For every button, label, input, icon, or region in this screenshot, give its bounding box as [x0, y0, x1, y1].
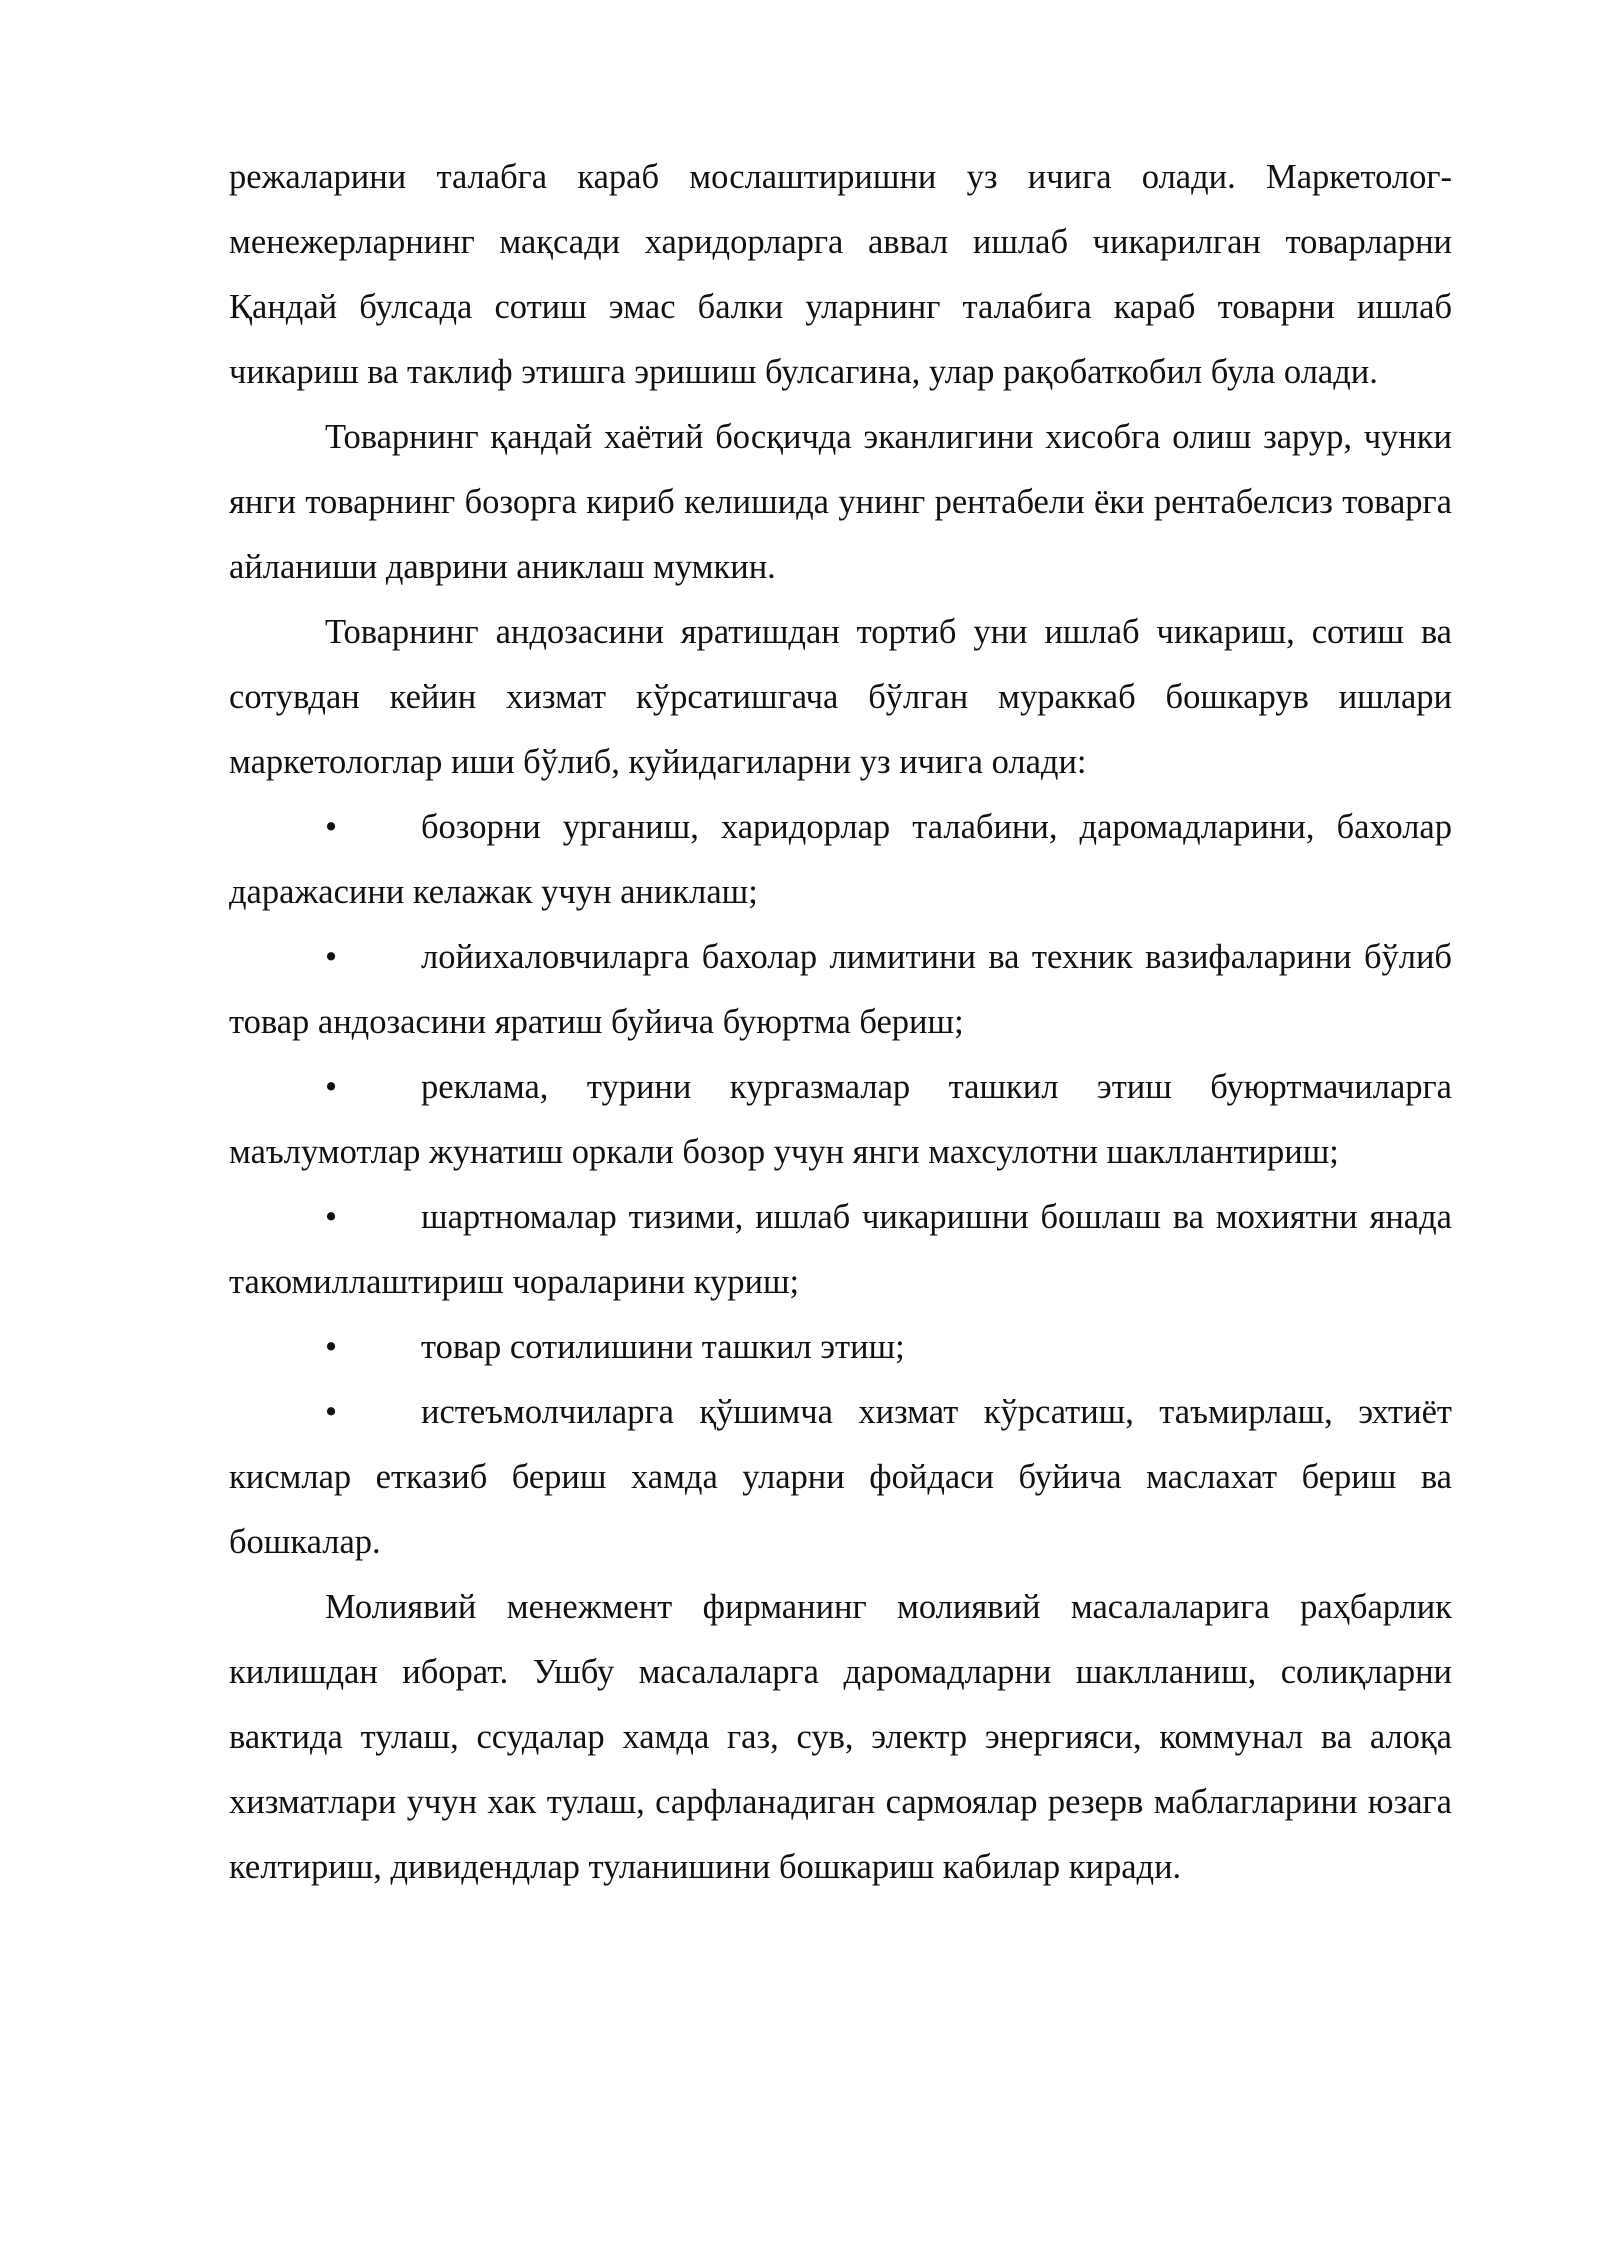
bullet-mark: •	[325, 1198, 338, 1236]
list-item	[229, 1315, 1452, 1380]
paragraph-financial-management: Молиявий менежмент фирманинг молиявий масалаларига раҳбарлик килишдан иборат. Ушбу масалаларга даромадларни шаклланиш, солиқларни вактида тулаш, ссудалар хамда газ, сув, электр энергияси, коммунал ва алоқа хизматлари учун хак тулаш, сарфланадиган сармоялар резерв маблагларини юзага келтириш, дивидендлар туланишини бошкариш кабилар киради.	[229, 1588, 1452, 1886]
list-item-text: истеъмолчиларга қўшимча хизмат кўрсатиш, таъмирлаш, эхтиёт кисмлар етказиб бериш хамда уларни фойдаси буйича маслахат бериш ва бошкалар.	[229, 1393, 1452, 1561]
list-item-text: товар сотилишини ташкил этиш;	[421, 1328, 905, 1366]
document-body	[229, 145, 1452, 1900]
list-item-text: бозорни урганиш, харидорлар талабини, даромадларини, бахолар даражасини келажак учун аниклаш;	[229, 808, 1452, 911]
paragraph-intro-continuation: режаларини талабга караб мослаштиришни уз ичига олади. Маркетолог-менежерларнинг мақсади харидорларга аввал ишлаб чикарилган товарларни Қандай булсада сотиш эмас балки уларнинг талабига караб товарни ишлаб чикариш ва таклиф этишга эришиш булсагина, улар рақобаткобил була олади.	[229, 158, 1452, 391]
list-item	[229, 1185, 1452, 1315]
bullet-mark: •	[325, 1328, 338, 1366]
list-item	[229, 795, 1452, 925]
list-item-text: реклама, турини кургазмалар ташкил этиш буюртмачиларга маълумотлар жунатиш оркали бозор учун янги махсулотни шакллантириш;	[229, 1068, 1452, 1171]
list-item	[229, 925, 1452, 1055]
paragraph-product-lifecycle: Товарнинг қандай хаётий босқичда эканлигини хисобга олиш зарур, чунки янги товарнинг бозорга кириб келишида унинг рентабели ёки рентабелсиз товарга айланиши даврини аниклаш мумкин.	[229, 418, 1452, 586]
list-item-text: лойихаловчиларга бахолар лимитини ва техник вазифаларини бўлиб товар андозасини яратиш буйича буюртма бериш;	[229, 938, 1452, 1041]
bullet-mark: •	[325, 808, 338, 846]
list-item	[229, 1380, 1452, 1575]
list-item-text: шартномалар тизими, ишлаб чикаришни бошлаш ва мохиятни янада такомиллаштириш чораларини куриш;	[229, 1198, 1452, 1301]
paragraph-marketing-tasks: Товарнинг андозасини яратишдан тортиб уни ишлаб чикариш, сотиш ва сотувдан кейин хизмат кўрсатишгача бўлган мураккаб бошкарув ишлари маркетологлар иши бўлиб, куйидагиларни уз ичига олади:	[229, 613, 1452, 781]
bullet-mark: •	[325, 1068, 338, 1106]
list-item	[229, 1055, 1452, 1185]
bullet-mark: •	[325, 1393, 338, 1431]
bullet-mark: •	[325, 938, 338, 976]
